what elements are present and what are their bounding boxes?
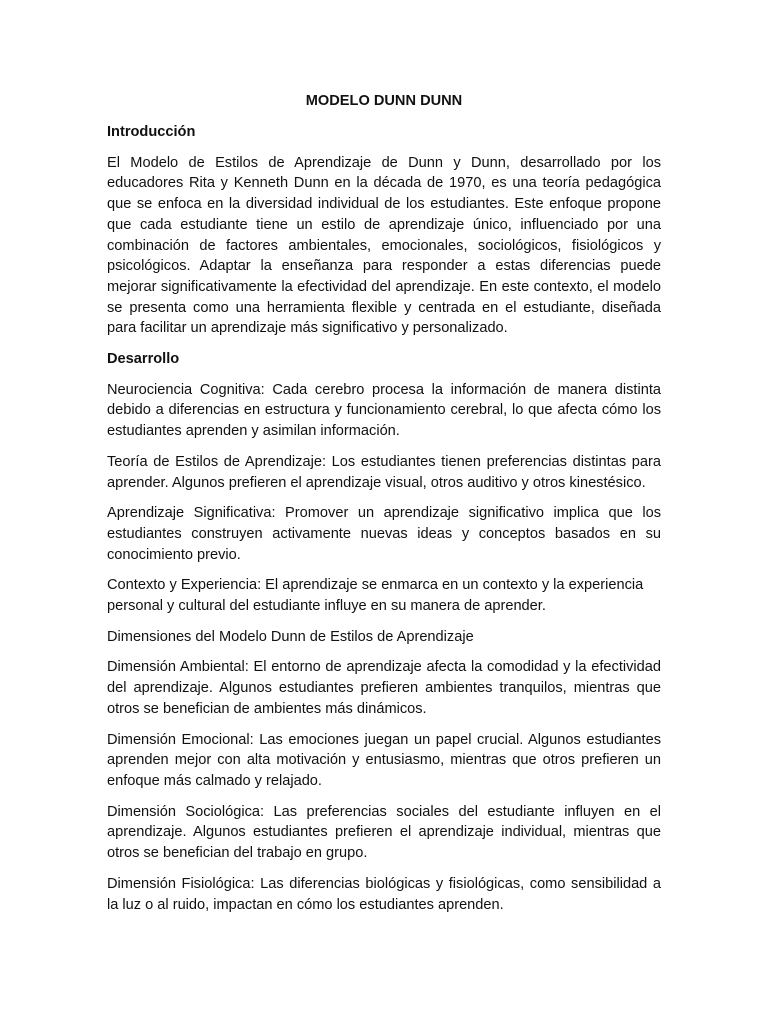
document-page: [107, 91, 661, 925]
paragraph-dimension-sociologica: Dimensión Sociológica: Las preferencias sociales del estudiante influyen en el aprendizaje. Algunos estudiantes prefieren el aprendizaje individual, mientras que otros se benefician del trabajo en grupo.: [107, 803, 661, 862]
paragraph-dimensiones-title: Dimensiones del Modelo Dunn de Estilos de Aprendizaje: [107, 628, 474, 645]
paragraph-dimension-emocional: Dimensión Emocional: Las emociones juegan un papel crucial. Algunos estudiantes aprenden mejor con alta motivación y entusiasmo, mientras que otros prefieren un enfoque más calmado y relajado.: [107, 731, 661, 789]
paragraph-teoria-estilos: Teoría de Estilos de Aprendizaje: Los estudiantes tienen preferencias distintas para aprender. Algunos prefieren el aprendizaje visual, otros auditivo y otros kinestésico.: [107, 453, 661, 491]
paragraph-aprendizaje-significativa: Aprendizaje Significativa: Promover un aprendizaje significativo implica que los estudiantes construyen activamente nuevas ideas y conceptos basados en su conocimiento previo.: [107, 505, 661, 563]
intro-heading: Introducción: [107, 124, 196, 140]
paragraph-dimension-ambiental: Dimensión Ambiental: El entorno de aprendizaje afecta la comodidad y la efectividad del aprendizaje. Algunos estudiantes prefieren ambientes tranquilos, mientras que otros se benefician de ambientes más dinámicos.: [107, 659, 661, 717]
paragraph-dimension-fisiologica: Dimensión Fisiológica: Las diferencias biológicas y fisiológicas, como sensibilidad a la luz o al ruido, impactan en cómo los estudiantes aprenden.: [107, 875, 661, 913]
development-heading: Desarrollo: [107, 351, 180, 368]
paragraph-neurociencia: Neurociencia Cognitiva: Cada cerebro procesa la información de manera distinta debido a diferencias en estructura y funcionamiento cerebral, lo que afecta cómo los estudiantes aprenden y asimilan información.: [107, 381, 661, 440]
intro-paragraph: El Modelo de Estilos de Aprendizaje de Dunn y Dunn, desarrollado por los educadores Rita y Kenneth Dunn en la década de 1970, es una teoría pedagógica que se enfoca en la diversidad individual de los estudiantes. Este enfoque propone que cada estudiante tiene un estilo de aprendizaje único, influenciado por una combinación de factores ambientales, emocionales, sociológicos, fisiológicos y psicológicos. Adaptar la enseñanza para responder a estas diferencias puede mejorar significativamente la efectividad del aprendizaje. En este contexto, el modelo se presenta como una herramienta flexible y centrada en el estudiante, diseñada para facilitar un aprendizaje más significativo y personalizado.: [107, 154, 661, 337]
paragraph-contexto-experiencia: Contexto y Experiencia: El aprendizaje se enmarca en un contexto y la experiencia personal y cultural del estudiante influye en su manera de aprender.: [107, 577, 644, 615]
document-title: MODELO DUNN DUNN: [305, 93, 463, 109]
